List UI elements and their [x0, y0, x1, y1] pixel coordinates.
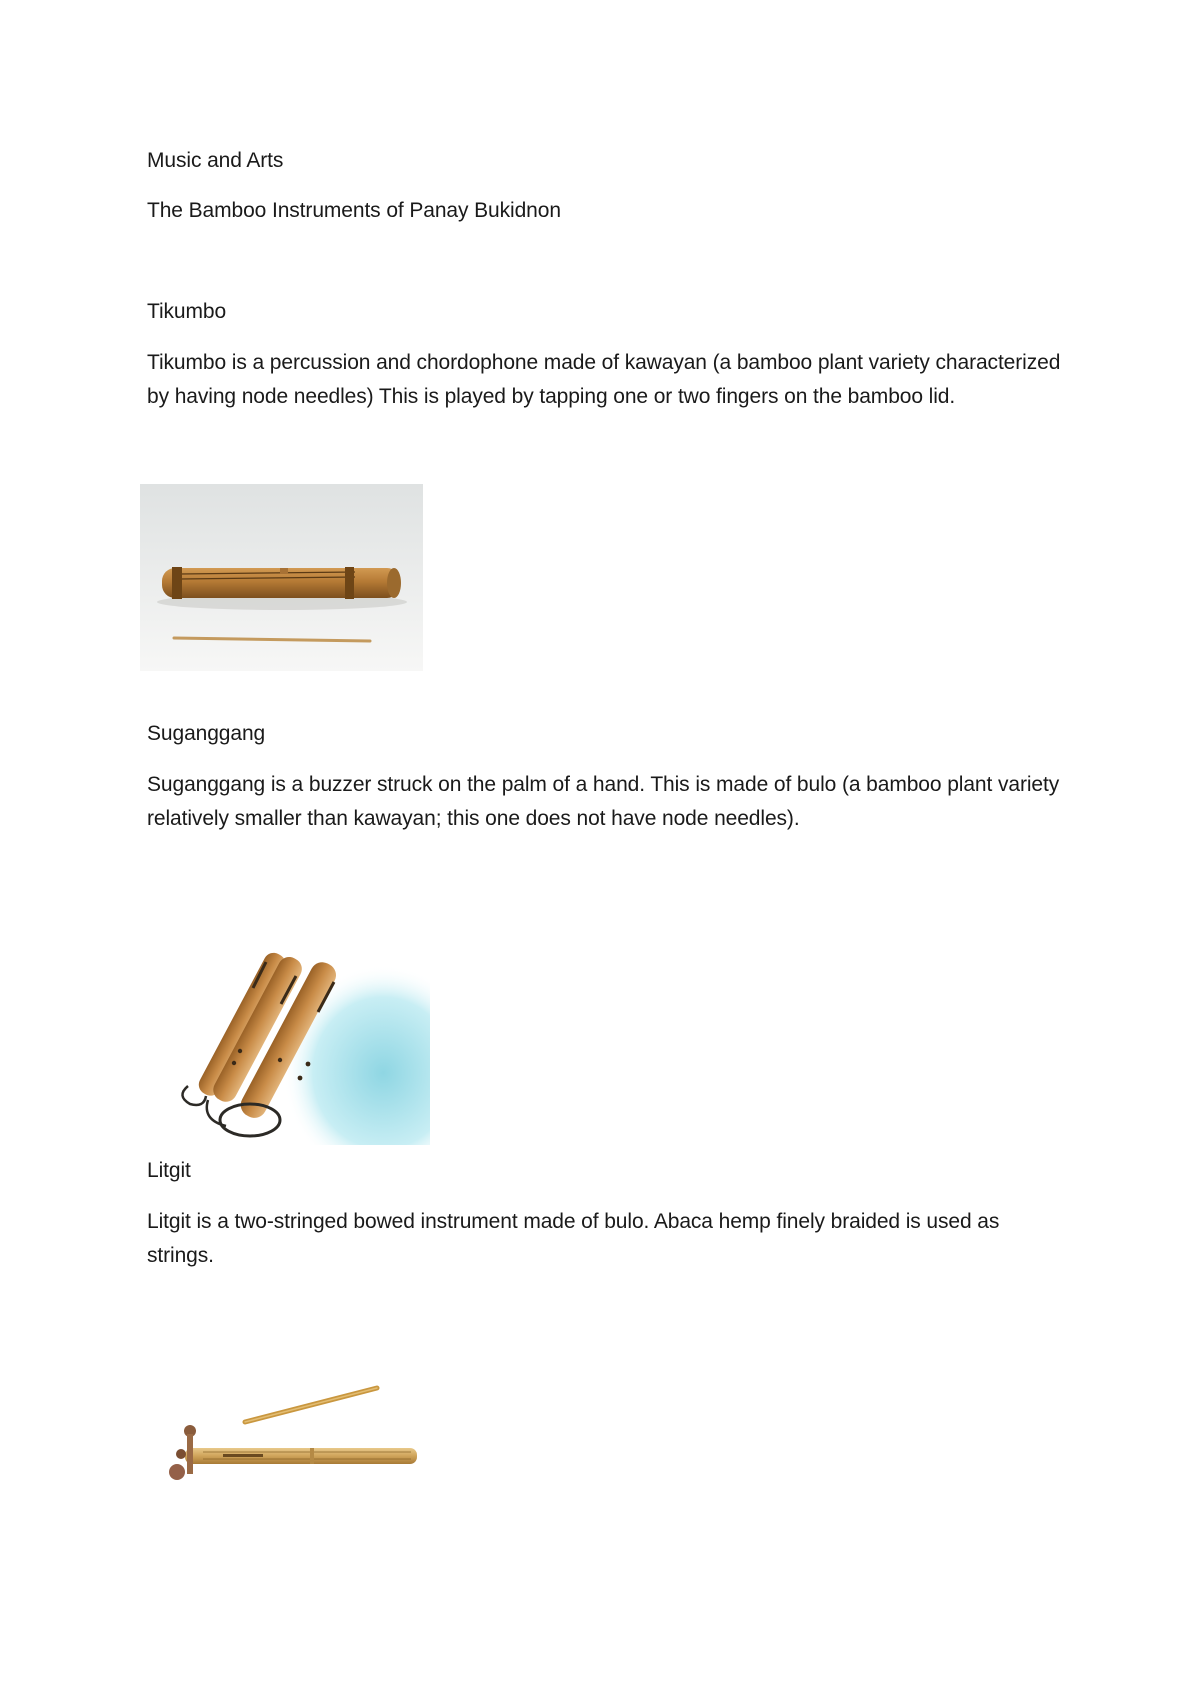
subject-line: Music and Arts — [147, 149, 284, 172]
section-body-suganggang: Suganggang is a buzzer struck on the palm of a hand. This is made of bulo (a bamboo plant variety relatively smaller than kawayan; this one does not have node needles). — [147, 773, 1060, 830]
section-heading-suganggang: Suganggang — [147, 722, 266, 745]
litgit-image — [163, 1376, 428, 1484]
suganggang-image — [168, 880, 430, 1145]
document-title: The Bamboo Instruments of Panay Bukidnon — [147, 199, 561, 222]
section-heading-litgit: Litgit — [147, 1159, 191, 1182]
section-body-tikumbo: Tikumbo is a percussion and chordophone made of kawayan (a bamboo plant variety characterized by having node needles) This is played by tapping one or two fingers on the bamboo lid. — [147, 351, 1061, 408]
section-body-litgit: Litgit is a two-stringed bowed instrument made of bulo. Abaca hemp finely braided is used as strings. — [147, 1210, 1000, 1267]
tikumbo-image — [140, 484, 423, 671]
section-heading-tikumbo: Tikumbo — [147, 300, 227, 323]
